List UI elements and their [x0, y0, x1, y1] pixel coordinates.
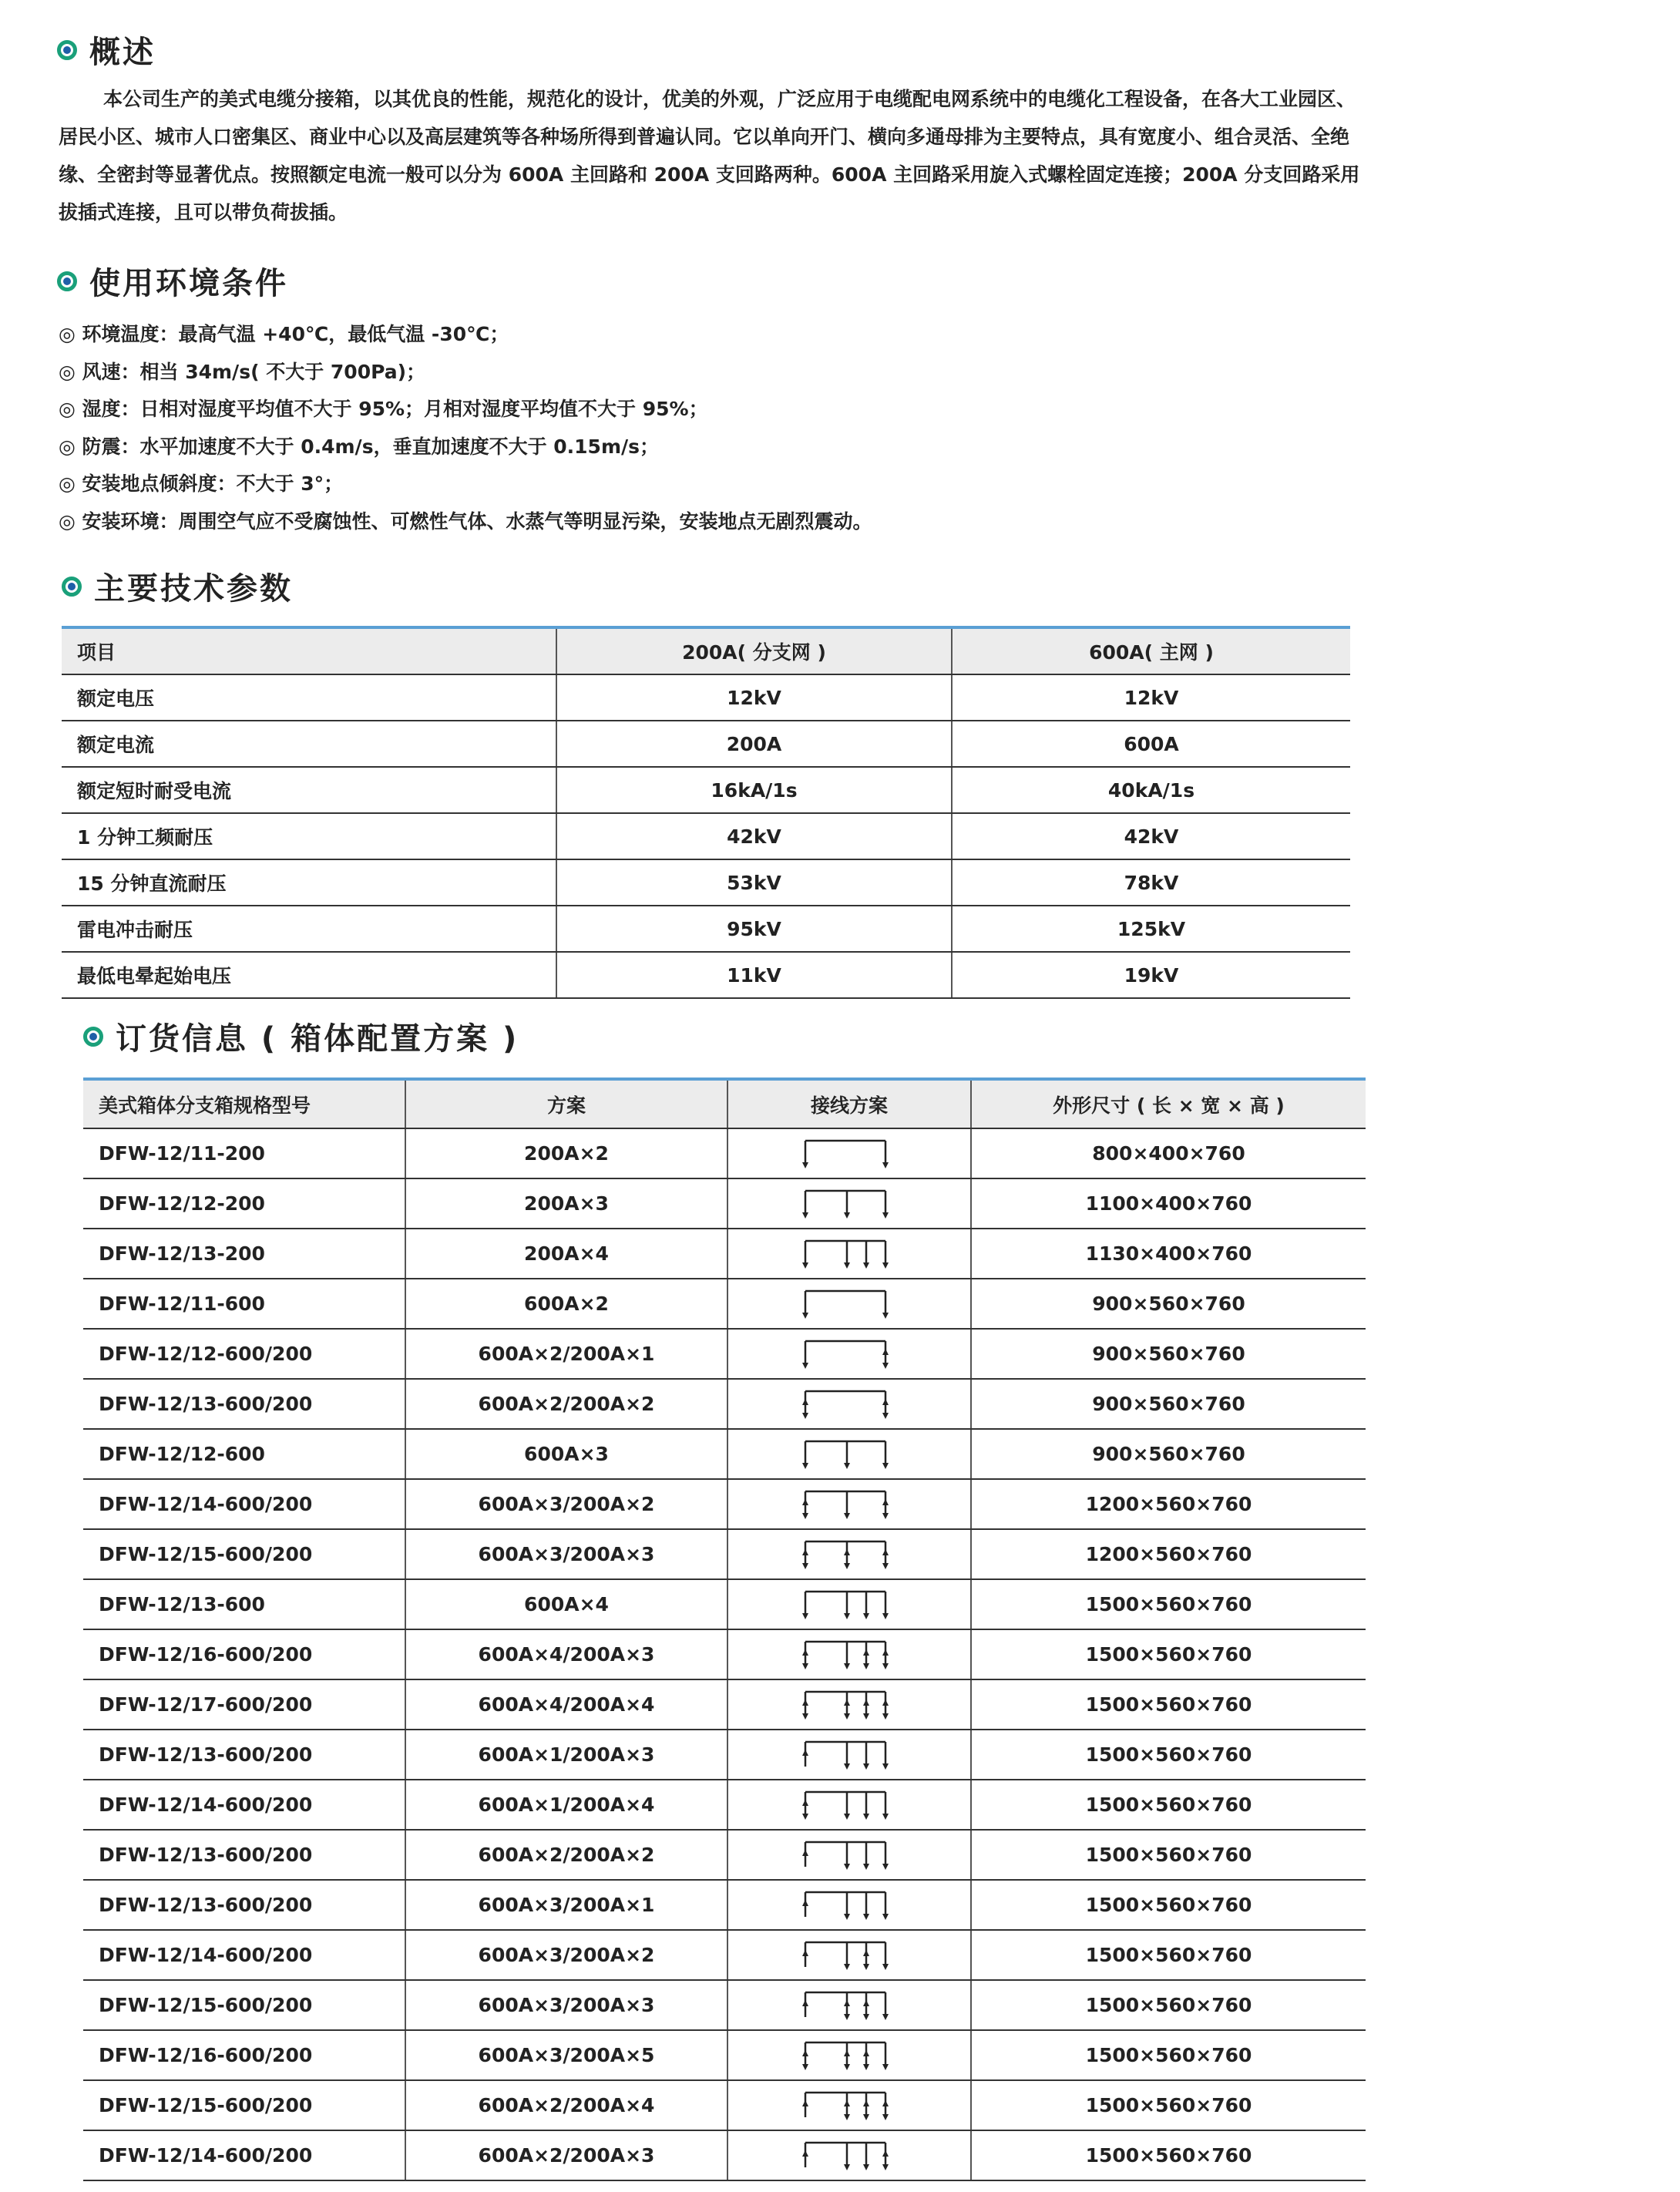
- wiring-cell: [727, 1229, 971, 1279]
- wiring-diagram-icon: [799, 1736, 899, 1774]
- wiring-cell: [727, 1780, 971, 1830]
- wiring-cell: [727, 1629, 971, 1679]
- model-cell: DFW-12/12-600: [83, 1429, 405, 1479]
- list-item: ◎ 防震：水平加速度不大于 0.4m/s，垂直加速度不大于 0.15m/s；: [59, 435, 660, 458]
- wiring-diagram-icon: [799, 1636, 899, 1674]
- scheme-cell: 600A×3/200A×2: [405, 1930, 727, 1980]
- scheme-cell: 200A×4: [405, 1229, 727, 1279]
- model-cell: DFW-12/14-600/200: [83, 1930, 405, 1980]
- table-row: [83, 1329, 1366, 1379]
- column-header: 200A( 分支网 ): [556, 627, 952, 674]
- section-title-overview: [57, 28, 156, 72]
- wiring-cell: [727, 2080, 971, 2130]
- table-row: [83, 1579, 1366, 1629]
- scheme-cell: 600A×2/200A×3: [405, 2130, 727, 2180]
- table-row: [83, 1880, 1366, 1930]
- table-cell: 最低电晕起始电压: [62, 952, 556, 998]
- wiring-diagram-icon: [799, 1836, 899, 1874]
- list-item: ◎ 风速：相当 34m/s( 不大于 700Pa)；: [59, 360, 426, 383]
- scheme-cell: 600A×2/200A×2: [405, 1379, 727, 1429]
- table-row: [83, 1379, 1366, 1429]
- table-cell: 78kV: [952, 859, 1350, 906]
- table-row: [83, 1178, 1366, 1229]
- column-header: 外形尺寸 ( 长 × 宽 × 高 ): [971, 1079, 1366, 1128]
- table-cell: 95kV: [556, 906, 952, 952]
- wiring-diagram-icon: [799, 1886, 899, 1925]
- scheme-cell: 600A×2/200A×4: [405, 2080, 727, 2130]
- wiring-cell: [727, 2030, 971, 2080]
- model-cell: DFW-12/14-600/200: [83, 2130, 405, 2180]
- scheme-cell: 600A×3/200A×1: [405, 1880, 727, 1930]
- dims-cell: 1130×400×760: [971, 1229, 1366, 1279]
- table-row: [83, 1780, 1366, 1830]
- table-cell: 200A: [556, 721, 952, 767]
- model-cell: DFW-12/16-600/200: [83, 2030, 405, 2080]
- list-item: ◎ 环境温度：最高气温 +40℃，最低气温 -30℃；: [59, 323, 509, 345]
- table-row: [83, 1830, 1366, 1880]
- table-row: [83, 1279, 1366, 1329]
- wiring-cell: [727, 1880, 971, 1930]
- table-row: [62, 813, 1350, 859]
- dims-cell: 1500×560×760: [971, 1730, 1366, 1780]
- scheme-cell: 600A×2: [405, 1279, 727, 1329]
- column-header: 美式箱体分支箱规格型号: [83, 1079, 405, 1128]
- scheme-cell: 600A×3/200A×5: [405, 2030, 727, 2080]
- dims-cell: 900×560×760: [971, 1329, 1366, 1379]
- model-cell: DFW-12/13-600/200: [83, 1730, 405, 1780]
- table-cell: 600A: [952, 721, 1350, 767]
- wiring-diagram-icon: [799, 1135, 899, 1173]
- dims-cell: 800×400×760: [971, 1128, 1366, 1178]
- table-cell: 15 分钟直流耐压: [62, 859, 556, 906]
- list-item: ◎ 安装地点倾斜度：不大于 3°；: [59, 472, 344, 495]
- model-cell: DFW-12/15-600/200: [83, 2080, 405, 2130]
- dims-cell: 1500×560×760: [971, 1880, 1366, 1930]
- table-row: [62, 859, 1350, 906]
- scheme-cell: 200A×3: [405, 1178, 727, 1229]
- dims-cell: 1500×560×760: [971, 1980, 1366, 2030]
- wiring-diagram-icon: [799, 1285, 899, 1323]
- dims-cell: 1200×560×760: [971, 1479, 1366, 1529]
- model-cell: DFW-12/15-600/200: [83, 1529, 405, 1579]
- wiring-cell: [727, 1479, 971, 1529]
- column-header: 方案: [405, 1079, 727, 1128]
- scheme-cell: 600A×1/200A×3: [405, 1730, 727, 1780]
- section-title-environment: [57, 259, 288, 303]
- wiring-cell: [727, 1679, 971, 1730]
- section-title-tech: [62, 564, 293, 608]
- wiring-cell: [727, 1529, 971, 1579]
- dims-cell: 1200×560×760: [971, 1529, 1366, 1579]
- list-item: ◎ 湿度：日相对湿度平均值不大于 95%；月相对湿度平均值不大于 95%；: [59, 398, 708, 420]
- wiring-cell: [727, 1730, 971, 1780]
- table-row: [83, 1679, 1366, 1730]
- model-cell: DFW-12/15-600/200: [83, 1980, 405, 2030]
- dims-cell: 1500×560×760: [971, 2130, 1366, 2180]
- table-cell: 11kV: [556, 952, 952, 998]
- table-header-row: [62, 627, 1350, 674]
- dims-cell: 1500×560×760: [971, 1830, 1366, 1880]
- scheme-cell: 600A×4/200A×4: [405, 1679, 727, 1730]
- table-row: [83, 2130, 1366, 2180]
- table-cell: 额定电压: [62, 674, 556, 721]
- wiring-diagram-icon: [799, 2036, 899, 2075]
- tech-title: 主要技术参数: [94, 571, 293, 607]
- wiring-cell: [727, 1930, 971, 1980]
- wiring-diagram-icon: [799, 1485, 899, 1524]
- list-item: ◎ 安装环境：周围空气应不受腐蚀性、可燃性气体、水蒸气等明显污染，安装地点无剧烈震动。: [59, 509, 872, 533]
- dims-cell: 1500×560×760: [971, 1579, 1366, 1629]
- dims-cell: 1500×560×760: [971, 1629, 1366, 1679]
- model-cell: DFW-12/13-600/200: [83, 1880, 405, 1930]
- dims-cell: 1500×560×760: [971, 2080, 1366, 2130]
- wiring-diagram-icon: [799, 1686, 899, 1724]
- model-cell: DFW-12/12-600/200: [83, 1329, 405, 1379]
- dims-cell: 1100×400×760: [971, 1178, 1366, 1229]
- model-cell: DFW-12/13-600/200: [83, 1830, 405, 1880]
- wiring-diagram-icon: [799, 2086, 899, 2125]
- scheme-cell: 600A×4: [405, 1579, 727, 1629]
- scheme-cell: 600A×3/200A×2: [405, 1479, 727, 1529]
- wiring-diagram-icon: [799, 1235, 899, 1273]
- scheme-cell: 600A×4/200A×3: [405, 1629, 727, 1679]
- wiring-diagram-icon: [799, 1786, 899, 1824]
- model-cell: DFW-12/12-200: [83, 1178, 405, 1229]
- model-cell: DFW-12/11-600: [83, 1279, 405, 1329]
- table-row: [83, 1128, 1366, 1178]
- table-row: [62, 767, 1350, 813]
- wiring-diagram-icon: [799, 2137, 899, 2175]
- wiring-diagram-icon: [799, 1185, 899, 1223]
- bullet-target-icon: [83, 1027, 103, 1047]
- dims-cell: 1500×560×760: [971, 1930, 1366, 1980]
- section-title-order: [83, 1014, 519, 1058]
- wiring-diagram-icon: [799, 1936, 899, 1975]
- wiring-diagram-icon: [799, 1585, 899, 1624]
- scheme-cell: 600A×2/200A×1: [405, 1329, 727, 1379]
- table-row: [83, 1930, 1366, 1980]
- wiring-diagram-icon: [799, 1335, 899, 1373]
- tech-params-table: [62, 626, 1350, 999]
- environment-list: [59, 316, 872, 540]
- bullet-target-icon: [57, 271, 77, 291]
- table-cell: 16kA/1s: [556, 767, 952, 813]
- table-row: [83, 2080, 1366, 2130]
- table-row: [83, 1479, 1366, 1529]
- overview-paragraph: 本公司生产的美式电缆分接箱，以其优良的性能，规范化的设计，优美的外观，广泛应用于电缆配电网系统中的电缆化工程设备，在各大工业园区、居民小区、城市人口密集区、商业中心以及高层建筑等各种场所得到普遍认同。它以单向开门、横向多通母排为主要特点，具有宽度小、组合灵活、全绝缘、全密封等显著优点。按照额定电流一般可以分为 600A 主回路和 200A 支回路两种。600A 主回路采用旋入式螺栓固定连接；200A 分支回路采用拔插式连接，且可以带负荷拔插。: [59, 88, 1360, 224]
- table-row: [83, 1229, 1366, 1279]
- table-row: [83, 2030, 1366, 2080]
- dims-cell: 900×560×760: [971, 1429, 1366, 1479]
- table-row: [83, 1629, 1366, 1679]
- table-row: [83, 1429, 1366, 1479]
- overview-title: 概述: [89, 35, 156, 70]
- table-header-row: [83, 1079, 1366, 1128]
- model-cell: DFW-12/13-600/200: [83, 1379, 405, 1429]
- table-row: [62, 674, 1350, 721]
- table-cell: 1 分钟工频耐压: [62, 813, 556, 859]
- wiring-cell: [727, 1329, 971, 1379]
- wiring-cell: [727, 1279, 971, 1329]
- table-row: [62, 952, 1350, 998]
- table-cell: 额定短时耐受电流: [62, 767, 556, 813]
- bullet-target-icon: [62, 577, 82, 597]
- model-cell: DFW-12/17-600/200: [83, 1679, 405, 1730]
- wiring-diagram-icon: [799, 1385, 899, 1424]
- model-cell: DFW-12/11-200: [83, 1128, 405, 1178]
- table-cell: 53kV: [556, 859, 952, 906]
- wiring-diagram-icon: [799, 1535, 899, 1574]
- model-cell: DFW-12/13-600: [83, 1579, 405, 1629]
- table-row: [83, 1730, 1366, 1780]
- table-cell: 额定电流: [62, 721, 556, 767]
- wiring-cell: [727, 1178, 971, 1229]
- table-row: [62, 721, 1350, 767]
- model-cell: DFW-12/16-600/200: [83, 1629, 405, 1679]
- wiring-diagram-icon: [799, 1435, 899, 1474]
- table-row: [83, 1980, 1366, 2030]
- bullet-target-icon: [57, 40, 77, 60]
- wiring-cell: [727, 1830, 971, 1880]
- model-cell: DFW-12/14-600/200: [83, 1780, 405, 1830]
- table-cell: 40kA/1s: [952, 767, 1350, 813]
- dims-cell: 1500×560×760: [971, 1780, 1366, 1830]
- table-cell: 雷电冲击耐压: [62, 906, 556, 952]
- dims-cell: 1500×560×760: [971, 2030, 1366, 2080]
- scheme-cell: 600A×1/200A×4: [405, 1780, 727, 1830]
- model-cell: DFW-12/13-200: [83, 1229, 405, 1279]
- dims-cell: 900×560×760: [971, 1379, 1366, 1429]
- wiring-cell: [727, 1429, 971, 1479]
- scheme-cell: 600A×3/200A×3: [405, 1980, 727, 2030]
- table-cell: 12kV: [952, 674, 1350, 721]
- wiring-diagram-icon: [799, 1986, 899, 2025]
- table-cell: 125kV: [952, 906, 1350, 952]
- column-header: 接线方案: [727, 1079, 971, 1128]
- order-title: 订货信息 ( 箱体配置方案 ): [116, 1021, 519, 1057]
- dims-cell: 1500×560×760: [971, 1679, 1366, 1730]
- table-cell: 19kV: [952, 952, 1350, 998]
- wiring-cell: [727, 1579, 971, 1629]
- scheme-cell: 600A×3: [405, 1429, 727, 1479]
- table-row: [62, 906, 1350, 952]
- table-cell: 42kV: [556, 813, 952, 859]
- scheme-cell: 600A×2/200A×2: [405, 1830, 727, 1880]
- wiring-cell: [727, 1379, 971, 1429]
- wiring-cell: [727, 2130, 971, 2180]
- dims-cell: 900×560×760: [971, 1279, 1366, 1329]
- wiring-cell: [727, 1128, 971, 1178]
- column-header: 600A( 主网 ): [952, 627, 1350, 674]
- scheme-cell: 200A×2: [405, 1128, 727, 1178]
- table-row: [83, 1529, 1366, 1579]
- wiring-cell: [727, 1980, 971, 2030]
- table-cell: 12kV: [556, 674, 952, 721]
- scheme-cell: 600A×3/200A×3: [405, 1529, 727, 1579]
- table-cell: 42kV: [952, 813, 1350, 859]
- order-config-table: [83, 1078, 1366, 2181]
- model-cell: DFW-12/14-600/200: [83, 1479, 405, 1529]
- column-header: 项目: [62, 627, 556, 674]
- environment-title: 使用环境条件: [89, 266, 288, 301]
